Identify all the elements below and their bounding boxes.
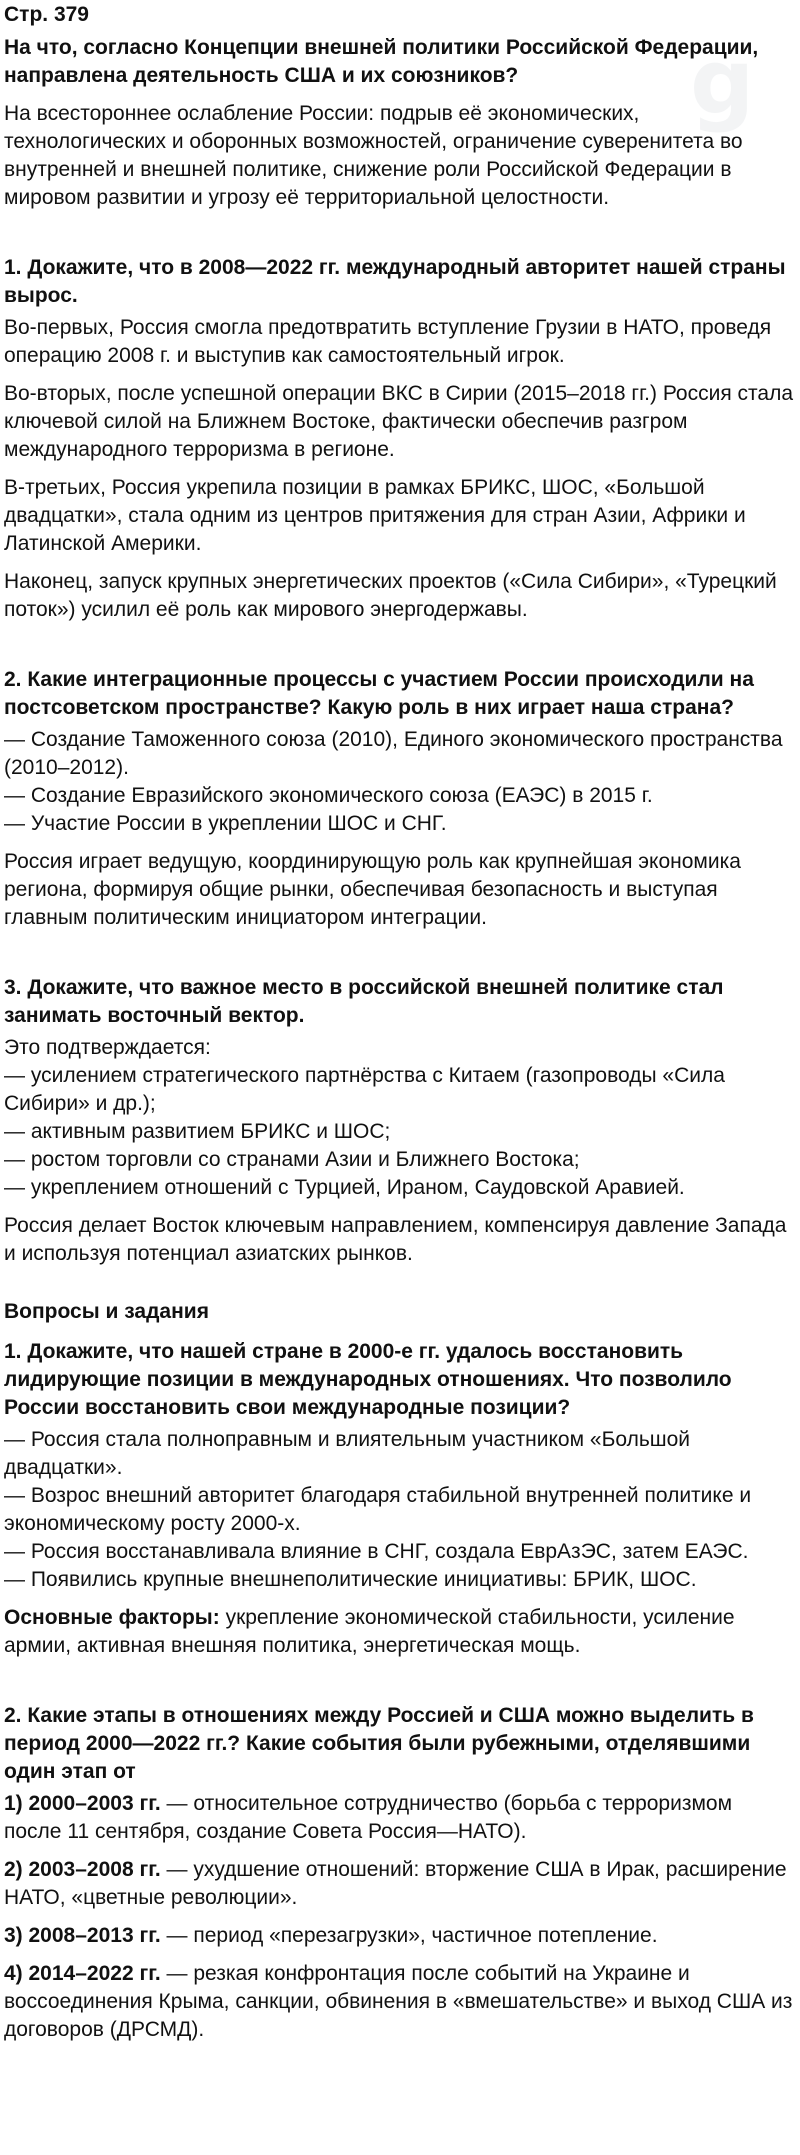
factors-label: Основные факторы:: [4, 1606, 220, 1629]
q2-list: [4, 726, 795, 838]
stage-text: — относительное сотрудничество (борьба с терроризмом после 11 сентября, создание Совета Россия—НАТО).: [4, 1792, 733, 1843]
q3-question: 3. Докажите, что важное место в российской внешней политике стал занимать восточный вектор.: [4, 976, 724, 1027]
watermark: g: [690, 30, 755, 135]
stage-text: — резкая конфронтация после событий на Украине и воссоединения Крыма, санкции, обвинения в «вмешательстве» и выход США из договоров (ДРСМД).: [4, 1962, 793, 2041]
tasks-section-title: Вопросы и задания: [4, 1300, 209, 1323]
list-item: — Создание Евразийского экономического союза (ЕАЭС) в 2015 г.: [4, 784, 653, 807]
q3-lead: Это подтверждается:: [4, 1036, 211, 1059]
stage-item: [4, 1856, 795, 1912]
list-item: — ростом торговли со странами Азии и Ближнего Востока;: [4, 1148, 580, 1171]
t1-question: 1. Докажите, что нашей стране в 2000-е гг. удалось восстановить лидирующие позиции в международных отношениях. Что позволило России восстановить свои международные позиции?: [4, 1340, 732, 1419]
factors-text: укрепление экономической стабильности, усиление армии, активная внешняя политика, энергетическая мощь.: [4, 1606, 735, 1657]
stage-item: [4, 1960, 795, 2044]
list-item: — Участие России в укреплении ШОС и СНГ.: [4, 812, 447, 835]
page-number: Стр. 379: [4, 3, 89, 26]
stage-period: 2) 2003–2008 гг.: [4, 1858, 161, 1881]
q2-conclusion: Россия играет ведущую, координирующую роль как крупнейшая экономика региона, формируя общие рынки, обеспечивая безопасность и выступая главным политическим инициатором интеграции.: [4, 850, 741, 929]
stage-text: — период «перезагрузки», частичное потепление.: [160, 1924, 658, 1947]
t1-list: [4, 1426, 795, 1594]
q1-paragraph: Во-вторых, после успешной операции ВКС в Сирии (2015–2018 гг.) Россия стала ключевой силой на Ближнем Востоке, фактически обеспечив разгром международного терроризма в регионе.: [4, 382, 794, 461]
q1-paragraph: Во-первых, Россия смогла предотвратить вступление Грузии в НАТО, проведя операцию 2008 г. и выступив как самостоятельный игрок.: [4, 316, 772, 367]
q1-question: 1. Докажите, что в 2008—2022 гг. международный авторитет нашей страны вырос.: [4, 256, 786, 307]
q3-list: [4, 1034, 795, 1202]
q3-conclusion: Россия делает Восток ключевым направлением, компенсируя давление Запада и используя потенциал азиатских рынков.: [4, 1214, 787, 1265]
list-item: — Создание Таможенного союза (2010), Единого экономического пространства (2010–2012).: [4, 728, 783, 779]
t2-question: 2. Какие этапы в отношениях между Россией и США можно выделить в период 2000—2022 гг.? Какие события были рубежными, отделявшими один этап от: [4, 1704, 754, 1783]
list-item: — Россия стала полноправным и влиятельным участником «Большой двадцатки».: [4, 1428, 691, 1479]
stage-period: 4) 2014–2022 гг.: [4, 1962, 161, 1985]
intro-answer: На всестороннее ослабление России: подрыв её экономических, технологических и оборонных возможностей, ограничение суверенитета во внутренней и внешней политике, снижение роли Российской Федерации в мировом развитии и угрозу её территориальной целостности.: [4, 102, 743, 209]
list-item: — Россия восстанавливала влияние в СНГ, создала ЕврАзЭС, затем ЕАЭС.: [4, 1540, 749, 1563]
q2-question: 2. Какие интеграционные процессы с участием России происходили на постсоветском пространстве? Какую роль в них играет наша страна?: [4, 668, 754, 719]
stage-period: 1) 2000–2003 гг.: [4, 1792, 161, 1815]
list-item: — Возрос внешний авторитет благодаря стабильной внутренней политике и экономическому росту 2000-х.: [4, 1484, 752, 1535]
stage-item: [4, 1922, 795, 1950]
list-item: — Появились крупные внешнеполитические инициативы: БРИК, ШОС.: [4, 1568, 697, 1591]
stage-period: 3) 2008–2013 гг.: [4, 1924, 161, 1947]
q1-paragraph: Наконец, запуск крупных энергетических проектов («Сила Сибири», «Турецкий поток») усилил её роль как мирового энергодержавы.: [4, 570, 777, 621]
t1-factors: [4, 1604, 795, 1660]
stage-item: [4, 1790, 795, 1846]
q1-paragraph: В-третьих, Россия укрепила позиции в рамках БРИКС, ШОС, «Большой двадцатки», стала одним из центров притяжения для стран Азии, Африки и Латинской Америки.: [4, 476, 746, 555]
list-item: — активным развитием БРИКС и ШОС;: [4, 1120, 391, 1143]
stage-text: — ухудшение отношений: вторжение США в Ирак, расширение НАТО, «цветные революции».: [4, 1858, 787, 1909]
intro-question: На что, согласно Концепции внешней политики Российской Федерации, направлена деятельность США и их союзников?: [4, 36, 759, 87]
list-item: — усилением стратегического партнёрства с Китаем (газопроводы «Сила Сибири» и др.);: [4, 1064, 725, 1115]
list-item: — укреплением отношений с Турцией, Ираном, Саудовской Аравией.: [4, 1176, 685, 1199]
